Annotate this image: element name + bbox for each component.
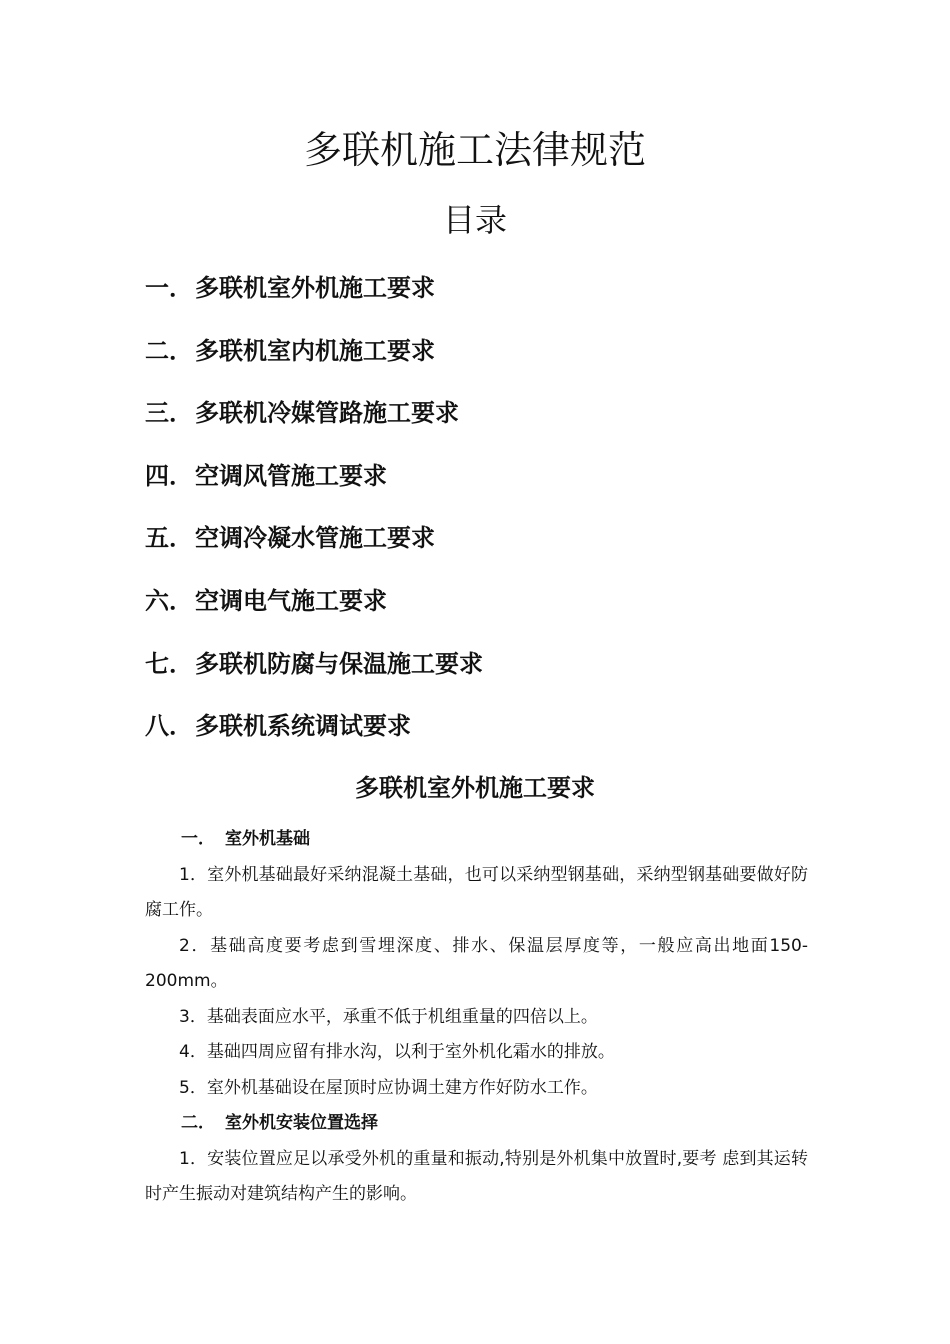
paragraph: 3．基础表面应水平，承重不低于机组重量的四倍以上。	[179, 1006, 598, 1027]
toc-item[interactable]	[145, 456, 483, 519]
toc-item[interactable]	[145, 518, 483, 581]
toc-item-label: 多联机室外机施工要求	[195, 274, 435, 302]
document-title: 多联机施工法律规范	[303, 128, 646, 172]
toc-item[interactable]	[145, 393, 483, 456]
paragraph: 2．基础高度要考虑到雪埋深度、排水、保温层厚度等，一般应高出地面150-200mm。	[145, 935, 808, 991]
toc-item-number: 六．	[145, 586, 193, 615]
subsection-heading	[145, 822, 808, 858]
subsection-label: 室外机基础	[225, 829, 310, 849]
section-body	[145, 822, 808, 1213]
toc-item-label: 多联机冷媒管路施工要求	[195, 399, 459, 428]
subsection-label: 室外机安装位置选择	[225, 1113, 378, 1133]
toc-item-label: 空调电气施工要求	[195, 586, 387, 615]
toc-item-label: 多联机防腐与保温施工要求	[195, 649, 483, 678]
subsection-number: 一．	[181, 829, 215, 849]
toc-item-number: 五．	[145, 524, 193, 553]
toc-title: 目录	[442, 201, 507, 239]
toc-item-label: 多联机室内机施工要求	[195, 336, 435, 365]
toc-item-number: 四．	[145, 461, 193, 490]
toc-item[interactable]	[145, 268, 483, 331]
subsection-number: 二．	[181, 1113, 215, 1133]
toc-item[interactable]	[145, 581, 483, 644]
subsection-heading	[145, 1106, 808, 1142]
toc-item-number: 八．	[145, 712, 193, 741]
paragraph: 1．安装位置应足以承受外机的重量和振动,特别是外机集中放置时,要考 虑到其运转时产生振动对建筑结构产生的影响。	[145, 1148, 808, 1204]
toc-item-label: 空调风管施工要求	[195, 461, 387, 490]
toc-item-number: 二．	[145, 336, 193, 365]
paragraph: 5．室外机基础设在屋顶时应协调土建方作好防水工作。	[179, 1077, 598, 1098]
paragraph: 4．基础四周应留有排水沟，以利于室外机化霜水的排放。	[179, 1042, 615, 1062]
paragraph: 1．室外机基础最好采纳混凝土基础，也可以采纳型钢基础，采纳型钢基础要做好防腐工作。	[145, 864, 808, 920]
toc-item-number: 一．	[145, 274, 193, 302]
table-of-contents	[145, 268, 483, 769]
toc-item[interactable]	[145, 706, 483, 769]
toc-item-number: 三．	[145, 399, 193, 428]
toc-item-label: 空调冷凝水管施工要求	[195, 524, 435, 553]
toc-item[interactable]	[145, 331, 483, 394]
section-title: 多联机室外机施工要求	[355, 774, 595, 802]
toc-item-number: 七．	[145, 649, 193, 678]
toc-item-label: 多联机系统调试要求	[195, 712, 411, 741]
toc-item[interactable]	[145, 644, 483, 707]
